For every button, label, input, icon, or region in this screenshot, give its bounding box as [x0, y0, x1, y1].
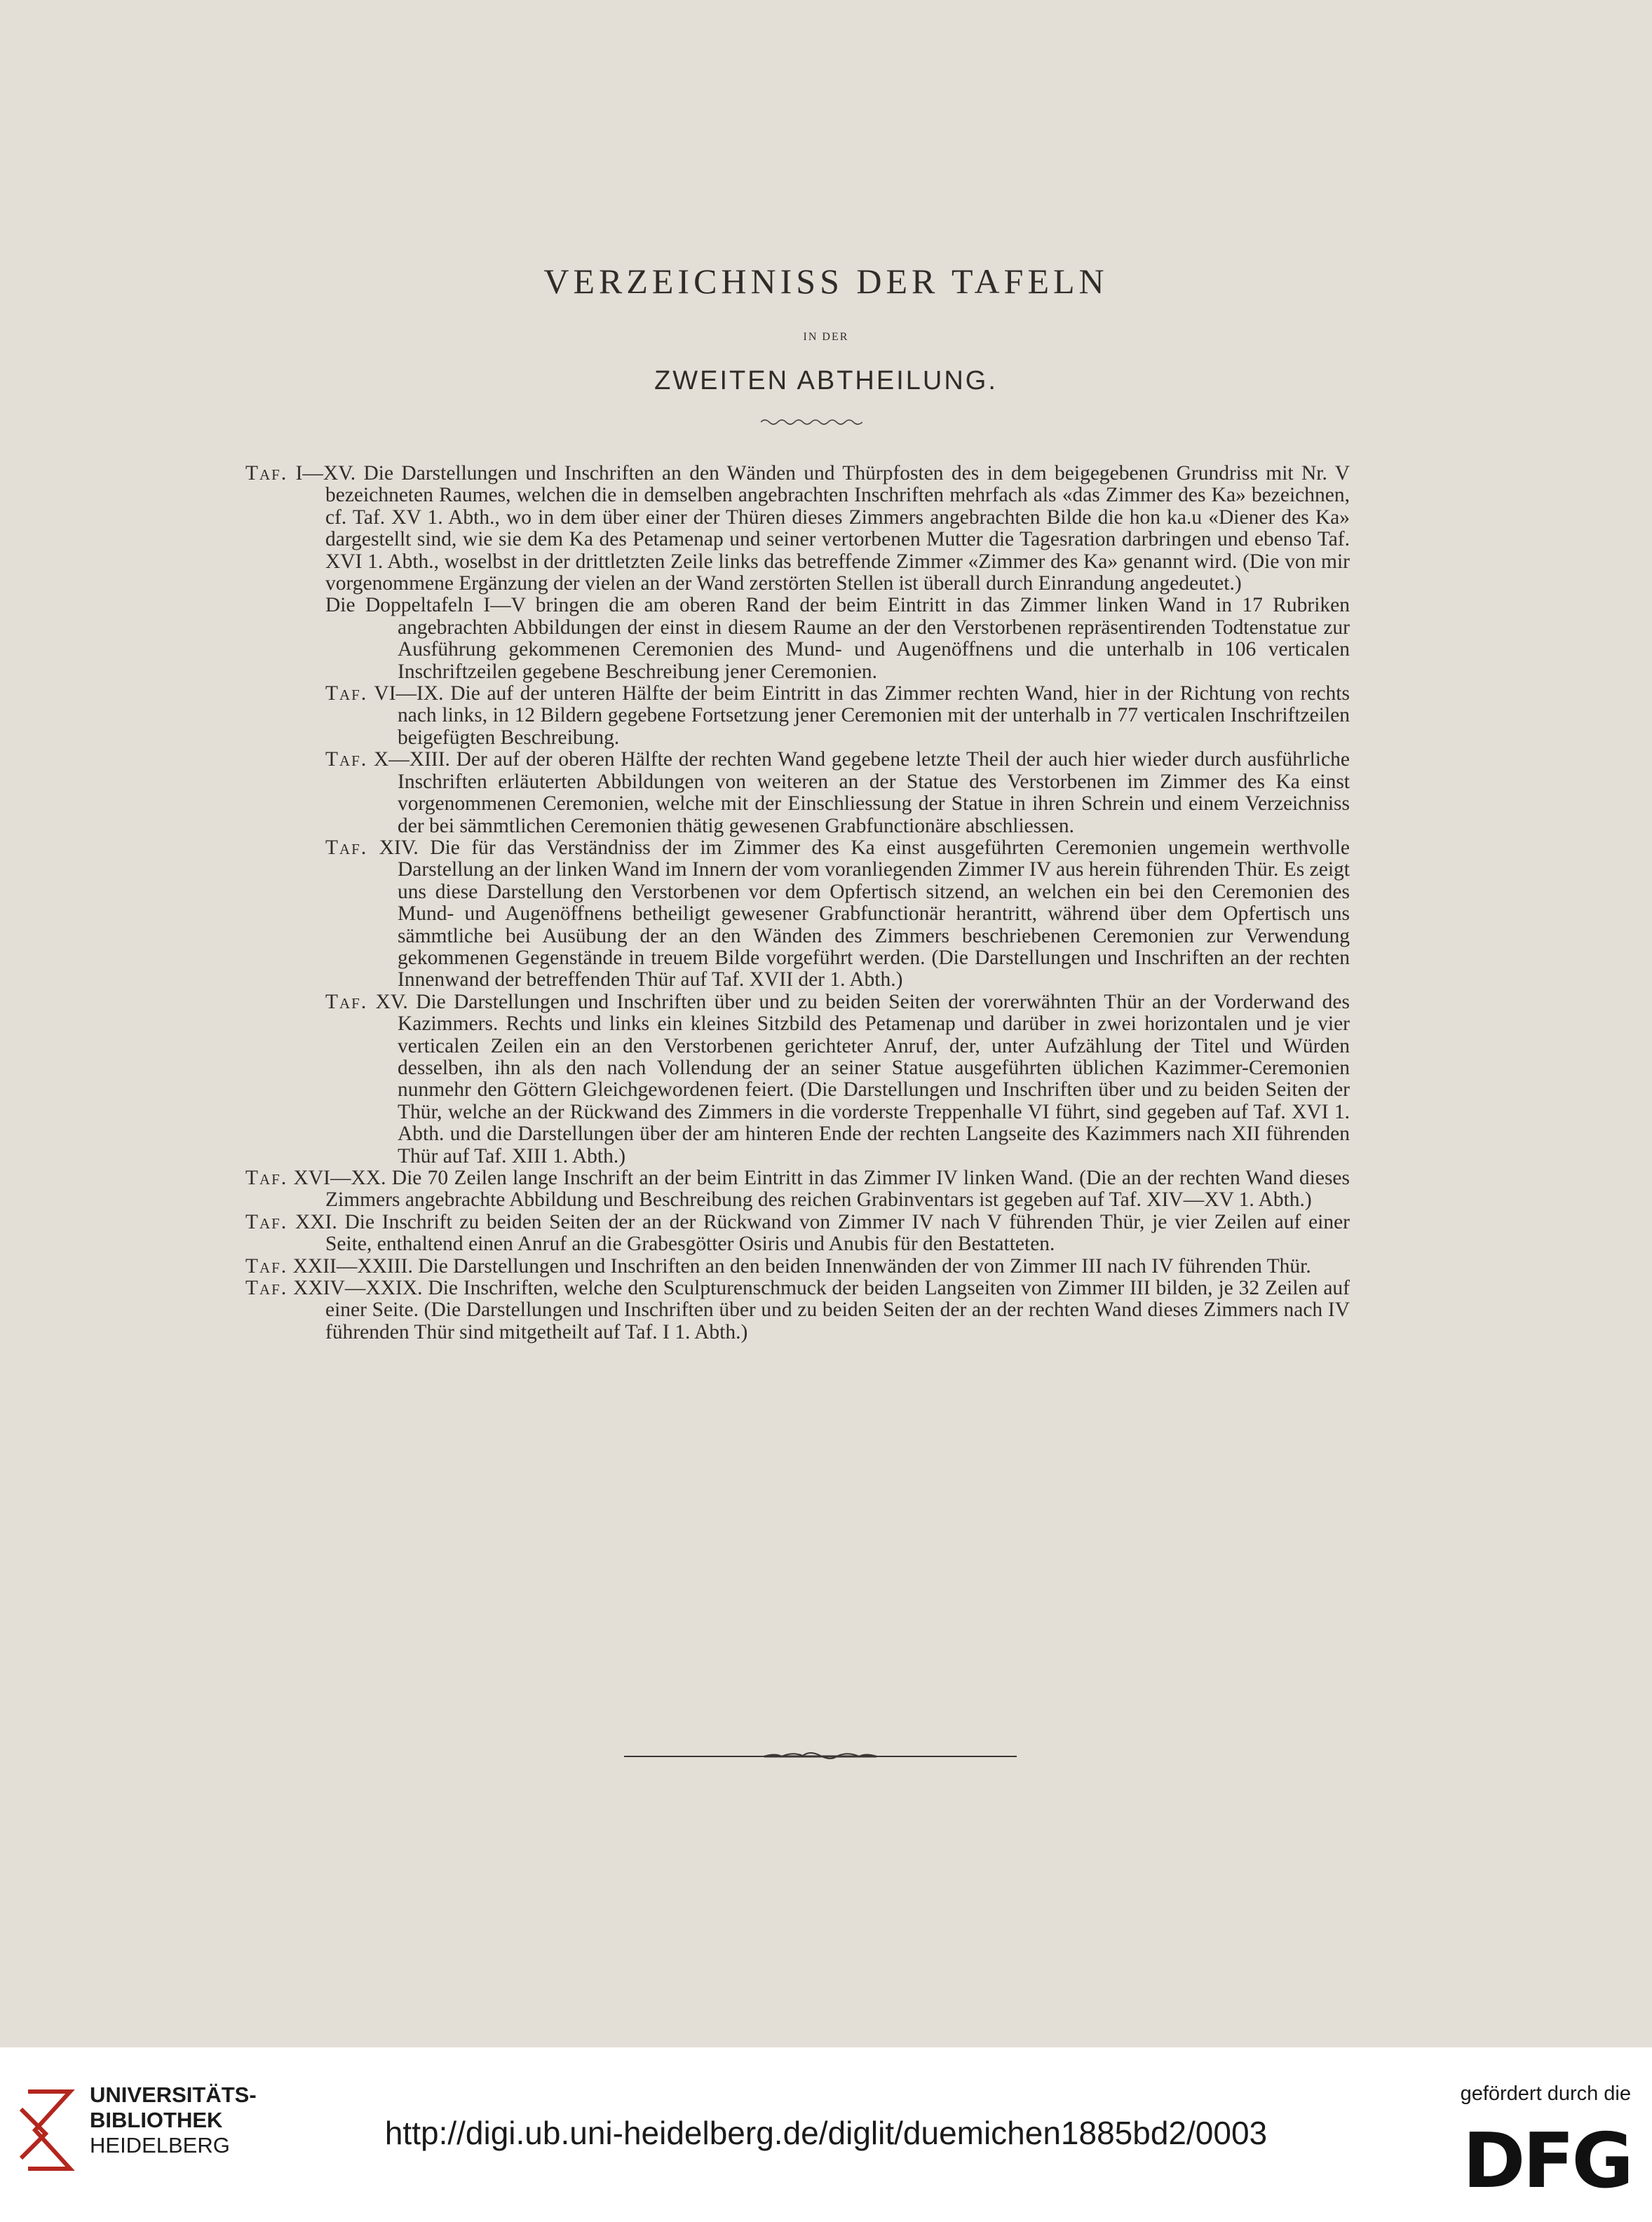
taf-label: Taf. — [325, 682, 368, 705]
document-title: VERZEICHNISS DER TAFELN — [543, 262, 1109, 301]
entry-taf-16-20 — [245, 1167, 1350, 1212]
entry-text: XIV. Die für das Verständniss der im Zimmer des Ka einst ausgeführten Ceremonien ungemein werthvolle Darstellung an der linken Wand im Innern der vom voranliegenden Zimmer IV aus herein führenden Thür. Es zeigt uns diese Darstellung den Verstorbenen vor dem Opfertisch sitzend, an welchen ein bei den Ceremonien des Mund- und Augenöffnens betheiligt gewesener Grabfunctionär herantritt, während über dem Opfertisch uns sämmtliche bei Ausübung der an den Wänden des Zimmers beschriebenen Ceremonien zur Verwendung gekommenen Gegenstände in treuem Bilde vorgeführt werden. (Die Darstellungen und Inschriften an der rechten Innenwand der betreffenden Thür auf Taf. XVII der 1. Abth.) — [367, 836, 1350, 991]
entry-taf-22-23 — [245, 1256, 1350, 1278]
entry-taf-15 — [245, 991, 1350, 1167]
entry-taf-21 — [245, 1212, 1350, 1256]
entry-text: VI—IX. Die auf der unteren Hälfte der beim Eintritt in das Zimmer rechten Wand, hier in der Richtung von rechts nach links, in 12 Bildern gegebene Fortsetzung jener Ceremonien mit der unterhalb in 77 verticalen Inschriftzeilen beigefügten Beschreibung. — [367, 682, 1350, 749]
entry-text: XV. Die Darstellungen und Inschriften über und zu beiden Seiten der vorerwähnten Thür an der Vorderwand des Kazimmers. Rechts und links ein kleines Sitzbild des Petamenap und darüber in zwei horizontalen und je vier verticalen Zeilen ein an den Verstorbenen gerichteter Anruf, der, unter Aufzählung der Titel und Würden desselben, ihn als den nach Vollendung der an seiner Statue ausgeführten üblichen Kazimmer-Ceremonien nunmehr den Göttern Gleichgewordenen feiert. (Die Darstellungen und Inschriften über und zu beiden Seiten der Thür, welche an der Rückwand des Zimmers in die vorderste Treppenhalle VI führt, sind gegeben auf Taf. XVI 1. Abth. und die Darstellungen über der am hinteren Ende der rechten Langseite des Kazimmers nach XII führenden Thür auf Taf. XIII 1. Abth.) — [367, 990, 1350, 1167]
taf-label: Taf. — [245, 1254, 288, 1278]
document-url-link[interactable]: http://digi.ub.uni-heidelberg.de/diglit/duemichen1885bd2/0003 — [384, 2115, 1268, 2151]
entry-taf-6-9 — [245, 683, 1350, 749]
entry-text: XXIV—XXIX. Die Inschriften, welche den Sculpturenschmuck der beiden Langseiten von Zimmer III bilden, je 32 Zeilen auf einer Seite. (Die Darstellungen und Inschriften über und zu beiden Seiten der an der rechten Wand dieses Zimmers nach IV führenden Thür sind mitgetheilt auf Taf. I 1. Abth.) — [287, 1277, 1350, 1343]
taf-label: Taf. — [325, 836, 368, 859]
document-subtitle-small: IN DER — [803, 331, 849, 343]
entry-taf-1-15 — [245, 463, 1350, 595]
taf-label: Taf. — [245, 1277, 288, 1300]
taf-label: Taf. — [325, 990, 368, 1013]
entry-taf-10-13 — [245, 749, 1350, 837]
dfg-logo: DFG — [1462, 2118, 1631, 2205]
entry-text: XXI. Die Inschrift zu beiden Seiten der an der Rückwand von Zimmer IV nach V führenden Thür, je vier Zeilen auf einer Seite, enthaltend einen Anruf an die Grabesgötter Osiris und Anubis für den Bestatteten. — [287, 1210, 1350, 1256]
entry-doppeltafeln — [245, 595, 1350, 683]
library-line-3: HEIDELBERG — [90, 2133, 230, 2157]
entry-text: X—XIII. Der auf der oberen Hälfte der rechten Wand gegebene letzte Theil der auch hier wieder durch ausführliche Inschriften erläuterten Abbildungen von weiteren an der Statue des Verstorbenen im Zimmer des Ka einst vorgenommenen Ceremonien, welche mit der Einschliessung der Statue in ihren Schrein und einem Verzeichniss der bei sämmtlichen Ceremonien thätig gewesenen Grabfunctionäre abschliessen. — [367, 748, 1350, 837]
footer-bar — [0, 2047, 1652, 2222]
entry-text: XXII—XXIII. Die Darstellungen und Inschriften an den beiden Innenwänden der von Zimmer III nach IV führenden Thür. — [287, 1254, 1311, 1278]
entry-taf-24-29 — [245, 1278, 1350, 1343]
ornament-divider — [624, 1746, 1017, 1767]
wavy-divider — [761, 416, 862, 428]
taf-label: Taf. — [245, 462, 288, 485]
taf-label: Taf. — [245, 1167, 288, 1189]
entry-text: I—XV. Die Darstellungen und Inschriften an den Wänden und Thürpfosten des in dem beigegebenen Grundriss mit Nr. V bezeichneten Raumes, welchen die in demselben angebrachten Inschriften mehrfach als «das Zimmer des Ka» bezeichnen, cf. Taf. XV 1. Abth., wo in dem über einer der Thüren dieses Zimmers angebrachten Bilde die hon ka.u «Diener des Ka» dargestellt sind, wie sie dem Ka des Petamenap und seiner vertorbenen Mutter die Tagesration darbringen und ebenso Taf. XVI 1. Abth., woselbst in der drittletzten Zeile links das betreffende Zimmer «Zimmer des Ka» genannt wird. (Die von mir vorgenommene Ergänzung der vielen an der Wand zerstörten Stellen ist überall durch Einrandung angedeutet.) — [287, 462, 1350, 595]
funder-caption: gefördert durch die — [1460, 2082, 1631, 2105]
document-subtitle: ZWEITEN ABTHEILUNG. — [654, 366, 998, 395]
library-line-1: UNIVERSITÄTS- — [90, 2082, 257, 2107]
entry-text: Die Doppeltafeln I—V bringen die am oberen Rand der beim Eintritt in das Zimmer linken Wand in 17 Rubriken angebrachten Abbildungen der einst in diesem Raume an der den Verstorbenen repräsentirenden Todtenstatue zur Ausführung gekommenen Ceremonien des Mund- und Augenöffnens und die unterhalb in 106 verticalen Inschriftzeilen gegebene Beschreibung jener Ceremonien. — [325, 594, 1350, 683]
entry-text: XVI—XX. Die 70 Zeilen lange Inschrift an der beim Eintritt in das Zimmer IV linken Wand. (Die an der rechten Wand dieses Zimmers angebrachte Abbildung und Beschreibung des reichen Grabinventars ist gegeben auf Taf. XIV—XV 1. Abth.) — [287, 1167, 1350, 1212]
taf-label: Taf. — [325, 748, 368, 771]
library-line-2: BIBLIOTHEK — [90, 2108, 223, 2132]
plate-index-list — [245, 463, 1350, 1343]
entry-taf-14 — [245, 837, 1350, 991]
taf-label: Taf. — [245, 1210, 288, 1233]
